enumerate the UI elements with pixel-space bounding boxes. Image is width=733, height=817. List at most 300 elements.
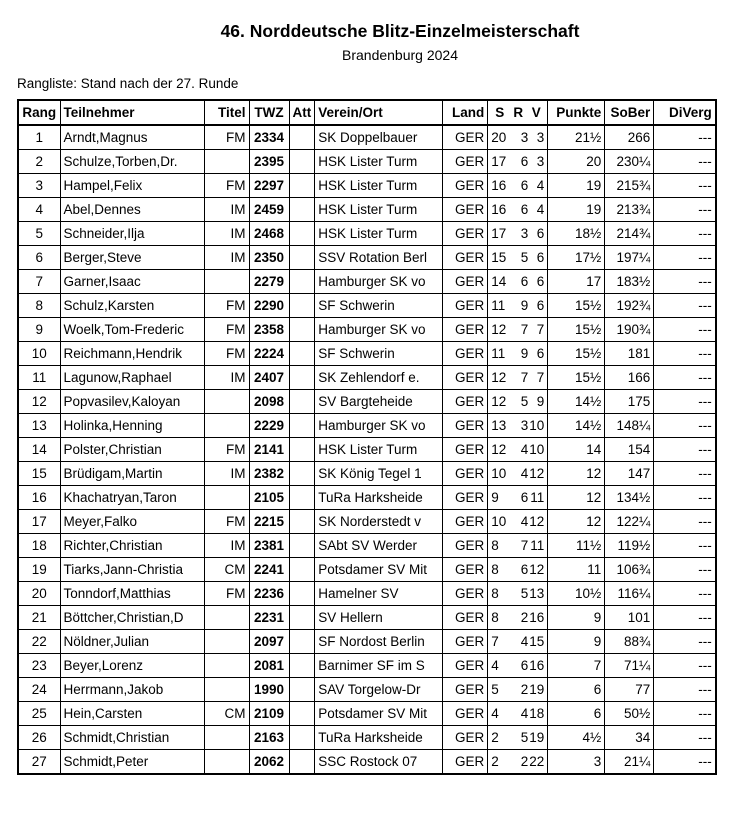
cell-v: 3	[536, 154, 545, 169]
cell-teilnehmer: Schmidt,Peter	[60, 750, 204, 775]
cell-twz: 2215	[249, 510, 289, 534]
cell-rang: 20	[18, 582, 60, 606]
cell-r: 3	[520, 130, 529, 145]
cell-rang: 27	[18, 750, 60, 775]
cell-punkte: 9	[548, 630, 605, 654]
cell-s: 11	[491, 346, 506, 361]
cell-v: 11	[530, 490, 545, 505]
cell-r: 6	[520, 202, 529, 217]
cell-land: GER	[443, 750, 488, 775]
column-header-rang: Rang	[18, 100, 60, 125]
cell-v: 4	[536, 202, 545, 217]
cell-titel: FM	[204, 582, 249, 606]
cell-srv	[488, 318, 548, 342]
cell-sober: 230¼	[605, 150, 654, 174]
cell-verein: Hamelner SV	[315, 582, 443, 606]
cell-v: 16	[529, 610, 545, 625]
cell-titel: FM	[204, 294, 249, 318]
cell-att	[289, 342, 315, 366]
cell-twz: 2109	[249, 702, 289, 726]
cell-diverg: ---	[654, 246, 716, 270]
cell-att	[289, 270, 315, 294]
standings-table	[17, 99, 717, 775]
table-row	[18, 438, 716, 462]
cell-verein: HSK Lister Turm	[315, 438, 443, 462]
cell-land: GER	[443, 342, 488, 366]
cell-r: 6	[520, 658, 529, 673]
cell-s: 9	[491, 490, 499, 505]
cell-teilnehmer: Brüdigam,Martin	[60, 462, 204, 486]
cell-att	[289, 366, 315, 390]
cell-s: 8	[491, 610, 499, 625]
cell-srv	[488, 438, 548, 462]
cell-land: GER	[443, 726, 488, 750]
cell-punkte: 15½	[548, 294, 605, 318]
cell-rang: 5	[18, 222, 60, 246]
cell-teilnehmer: Arndt,Magnus	[60, 125, 204, 150]
cell-verein: SAV Torgelow-Dr	[315, 678, 443, 702]
cell-sober: 134½	[605, 486, 654, 510]
cell-twz: 2297	[249, 174, 289, 198]
cell-land: GER	[443, 462, 488, 486]
cell-sober: 266	[605, 125, 654, 150]
cell-r: 7	[520, 322, 529, 337]
cell-rang: 12	[18, 390, 60, 414]
cell-titel: IM	[204, 534, 249, 558]
page-title: 46. Norddeutsche Blitz-Einzelmeisterschaft	[220, 21, 580, 41]
cell-v: 6	[536, 346, 545, 361]
cell-verein: SK König Tegel 1	[315, 462, 443, 486]
cell-punkte: 7	[548, 654, 605, 678]
cell-titel	[204, 678, 249, 702]
cell-v: 3	[536, 130, 545, 145]
cell-sober: 122¼	[605, 510, 654, 534]
cell-s: 12	[491, 370, 507, 385]
cell-r: 4	[520, 514, 529, 529]
cell-rang: 11	[18, 366, 60, 390]
cell-punkte: 15½	[548, 342, 605, 366]
cell-twz: 2236	[249, 582, 289, 606]
cell-diverg: ---	[654, 558, 716, 582]
cell-diverg: ---	[654, 630, 716, 654]
cell-teilnehmer: Herrmann,Jakob	[60, 678, 204, 702]
column-header-diverg: DiVerg	[654, 100, 716, 125]
cell-punkte: 20	[548, 150, 605, 174]
cell-titel	[204, 486, 249, 510]
cell-titel: IM	[204, 246, 249, 270]
cell-teilnehmer: Reichmann,Hendrik	[60, 342, 204, 366]
cell-twz: 2381	[249, 534, 289, 558]
cell-rang: 13	[18, 414, 60, 438]
cell-s: 13	[491, 418, 507, 433]
cell-verein: SSV Rotation Berl	[315, 246, 443, 270]
column-header-srv	[488, 100, 548, 125]
cell-diverg: ---	[654, 125, 716, 150]
column-header-verein: Verein/Ort	[315, 100, 443, 125]
cell-srv	[488, 510, 548, 534]
cell-verein: SV Bargteheide	[315, 390, 443, 414]
cell-diverg: ---	[654, 486, 716, 510]
cell-srv	[488, 125, 548, 150]
cell-sober: 213¾	[605, 198, 654, 222]
cell-punkte: 12	[548, 486, 605, 510]
cell-titel: CM	[204, 702, 249, 726]
cell-diverg: ---	[654, 294, 716, 318]
cell-diverg: ---	[654, 318, 716, 342]
cell-sober: 71¼	[605, 654, 654, 678]
cell-sober: 106¾	[605, 558, 654, 582]
column-header-twz: TWZ	[249, 100, 289, 125]
cell-sober: 175	[605, 390, 654, 414]
cell-s: 8	[491, 586, 499, 601]
cell-v: 22	[529, 754, 545, 769]
table-row	[18, 414, 716, 438]
cell-sober: 88¾	[605, 630, 654, 654]
cell-verein: SSC Rostock 07	[315, 750, 443, 775]
cell-rang: 18	[18, 534, 60, 558]
cell-att	[289, 654, 315, 678]
cell-v: 11	[530, 538, 545, 553]
cell-s: 2	[491, 754, 499, 769]
cell-rang: 1	[18, 125, 60, 150]
cell-s: 4	[491, 706, 499, 721]
cell-v: 6	[536, 226, 545, 241]
cell-sober: 77	[605, 678, 654, 702]
cell-diverg: ---	[654, 270, 716, 294]
column-header-v: V	[531, 105, 541, 120]
cell-sober: 119½	[605, 534, 654, 558]
cell-rang: 22	[18, 630, 60, 654]
cell-sober: 215¾	[605, 174, 654, 198]
cell-att	[289, 582, 315, 606]
cell-rang: 3	[18, 174, 60, 198]
cell-v: 10	[529, 418, 545, 433]
cell-att	[289, 630, 315, 654]
cell-att	[289, 246, 315, 270]
cell-r: 6	[520, 490, 529, 505]
cell-land: GER	[443, 438, 488, 462]
cell-r: 4	[520, 706, 529, 721]
cell-titel	[204, 390, 249, 414]
cell-titel: IM	[204, 222, 249, 246]
cell-rang: 16	[18, 486, 60, 510]
cell-s: 10	[491, 514, 507, 529]
cell-teilnehmer: Böttcher,Christian,D	[60, 606, 204, 630]
table-header-row	[18, 100, 716, 125]
cell-diverg: ---	[654, 750, 716, 775]
cell-teilnehmer: Hampel,Felix	[60, 174, 204, 198]
cell-twz: 2081	[249, 654, 289, 678]
cell-att	[289, 318, 315, 342]
cell-teilnehmer: Tiarks,Jann-Christia	[60, 558, 204, 582]
cell-rang: 4	[18, 198, 60, 222]
cell-teilnehmer: Khachatryan,Taron	[60, 486, 204, 510]
cell-s: 15	[491, 250, 507, 265]
cell-titel	[204, 606, 249, 630]
cell-land: GER	[443, 702, 488, 726]
cell-r: 6	[520, 178, 529, 193]
column-header-att: Att	[289, 100, 315, 125]
cell-verein: Potsdamer SV Mit	[315, 558, 443, 582]
cell-srv	[488, 654, 548, 678]
cell-teilnehmer: Tonndorf,Matthias	[60, 582, 204, 606]
cell-sober: 34	[605, 726, 654, 750]
cell-r: 4	[520, 442, 529, 457]
cell-diverg: ---	[654, 654, 716, 678]
cell-s: 4	[491, 658, 499, 673]
cell-land: GER	[443, 582, 488, 606]
cell-att	[289, 414, 315, 438]
cell-srv	[488, 750, 548, 775]
cell-titel: FM	[204, 125, 249, 150]
cell-punkte: 21½	[548, 125, 605, 150]
cell-srv	[488, 342, 548, 366]
cell-v: 19	[529, 730, 545, 745]
table-row	[18, 558, 716, 582]
cell-twz: 2229	[249, 414, 289, 438]
cell-punkte: 19	[548, 198, 605, 222]
cell-twz: 2395	[249, 150, 289, 174]
column-header-teilnehmer: Teilnehmer	[60, 100, 204, 125]
cell-v: 13	[529, 586, 545, 601]
cell-twz: 2350	[249, 246, 289, 270]
cell-s: 12	[491, 394, 507, 409]
cell-twz: 2141	[249, 438, 289, 462]
cell-s: 20	[491, 130, 507, 145]
cell-twz: 2098	[249, 390, 289, 414]
cell-verein: Barnimer SF im S	[315, 654, 443, 678]
table-row	[18, 606, 716, 630]
cell-s: 10	[491, 466, 507, 481]
cell-punkte: 14½	[548, 390, 605, 414]
column-header-titel: Titel	[204, 100, 249, 125]
cell-verein: TuRa Harksheide	[315, 486, 443, 510]
table-row	[18, 294, 716, 318]
cell-punkte: 6	[548, 678, 605, 702]
cell-diverg: ---	[654, 414, 716, 438]
cell-att	[289, 558, 315, 582]
cell-land: GER	[443, 222, 488, 246]
column-header-land: Land	[443, 100, 488, 125]
cell-verein: SV Hellern	[315, 606, 443, 630]
cell-rang: 17	[18, 510, 60, 534]
cell-teilnehmer: Woelk,Tom-Frederic	[60, 318, 204, 342]
cell-srv	[488, 606, 548, 630]
cell-diverg: ---	[654, 366, 716, 390]
cell-land: GER	[443, 390, 488, 414]
cell-teilnehmer: Schmidt,Christian	[60, 726, 204, 750]
cell-land: GER	[443, 294, 488, 318]
standings-caption: Rangliste: Stand nach der 27. Runde	[17, 76, 239, 91]
table-row	[18, 582, 716, 606]
cell-s: 8	[491, 538, 499, 553]
cell-punkte: 4½	[548, 726, 605, 750]
cell-land: GER	[443, 150, 488, 174]
cell-land: GER	[443, 270, 488, 294]
cell-srv	[488, 630, 548, 654]
cell-v: 4	[536, 178, 545, 193]
cell-titel: FM	[204, 342, 249, 366]
cell-rang: 21	[18, 606, 60, 630]
cell-r: 7	[520, 370, 529, 385]
cell-sober: 190¾	[605, 318, 654, 342]
cell-sober: 101	[605, 606, 654, 630]
cell-titel	[204, 750, 249, 775]
cell-land: GER	[443, 318, 488, 342]
cell-diverg: ---	[654, 150, 716, 174]
cell-punkte: 10½	[548, 582, 605, 606]
cell-twz: 1990	[249, 678, 289, 702]
table-row	[18, 486, 716, 510]
cell-land: GER	[443, 678, 488, 702]
table-row	[18, 534, 716, 558]
table-row	[18, 198, 716, 222]
table-row	[18, 270, 716, 294]
cell-v: 6	[536, 250, 545, 265]
cell-twz: 2279	[249, 270, 289, 294]
cell-teilnehmer: Meyer,Falko	[60, 510, 204, 534]
cell-srv	[488, 246, 548, 270]
cell-teilnehmer: Garner,Isaac	[60, 270, 204, 294]
table-row	[18, 125, 716, 150]
cell-teilnehmer: Abel,Dennes	[60, 198, 204, 222]
cell-titel	[204, 630, 249, 654]
cell-r: 6	[520, 562, 529, 577]
cell-srv	[488, 702, 548, 726]
table-row	[18, 246, 716, 270]
table-row	[18, 222, 716, 246]
cell-sober: 50½	[605, 702, 654, 726]
cell-diverg: ---	[654, 678, 716, 702]
cell-v: 18	[529, 706, 545, 721]
cell-sober: 214¾	[605, 222, 654, 246]
cell-twz: 2097	[249, 630, 289, 654]
cell-srv	[488, 726, 548, 750]
cell-diverg: ---	[654, 582, 716, 606]
cell-r: 7	[520, 538, 529, 553]
cell-sober: 166	[605, 366, 654, 390]
cell-teilnehmer: Richter,Christian	[60, 534, 204, 558]
cell-verein: HSK Lister Turm	[315, 150, 443, 174]
cell-att	[289, 678, 315, 702]
cell-titel: FM	[204, 318, 249, 342]
cell-teilnehmer: Holinka,Henning	[60, 414, 204, 438]
cell-r: 4	[520, 634, 529, 649]
cell-twz: 2290	[249, 294, 289, 318]
column-header-punkte: Punkte	[548, 100, 605, 125]
cell-punkte: 15½	[548, 366, 605, 390]
cell-teilnehmer: Berger,Steve	[60, 246, 204, 270]
cell-twz: 2407	[249, 366, 289, 390]
cell-r: 5	[520, 250, 529, 265]
cell-v: 6	[536, 298, 545, 313]
cell-att	[289, 510, 315, 534]
cell-v: 12	[529, 562, 545, 577]
cell-punkte: 17½	[548, 246, 605, 270]
cell-sober: 192¾	[605, 294, 654, 318]
cell-v: 12	[529, 466, 545, 481]
cell-land: GER	[443, 486, 488, 510]
cell-verein: HSK Lister Turm	[315, 222, 443, 246]
cell-att	[289, 222, 315, 246]
cell-diverg: ---	[654, 438, 716, 462]
cell-land: GER	[443, 558, 488, 582]
cell-srv	[488, 558, 548, 582]
cell-r: 3	[520, 418, 529, 433]
cell-r: 9	[520, 298, 529, 313]
cell-twz: 2241	[249, 558, 289, 582]
cell-punkte: 12	[548, 510, 605, 534]
cell-v: 7	[536, 322, 545, 337]
cell-att	[289, 486, 315, 510]
table-row	[18, 342, 716, 366]
cell-srv	[488, 294, 548, 318]
cell-diverg: ---	[654, 222, 716, 246]
cell-punkte: 17	[548, 270, 605, 294]
cell-srv	[488, 582, 548, 606]
cell-diverg: ---	[654, 174, 716, 198]
cell-diverg: ---	[654, 702, 716, 726]
cell-sober: 147	[605, 462, 654, 486]
table-row	[18, 702, 716, 726]
cell-titel: FM	[204, 174, 249, 198]
cell-verein: SF Nordost Berlin	[315, 630, 443, 654]
cell-punkte: 15½	[548, 318, 605, 342]
cell-verein: HSK Lister Turm	[315, 198, 443, 222]
cell-verein: Hamburger SK vo	[315, 414, 443, 438]
cell-att	[289, 174, 315, 198]
table-row	[18, 366, 716, 390]
cell-verein: SAbt SV Werder	[315, 534, 443, 558]
cell-sober: 21¼	[605, 750, 654, 775]
cell-twz: 2382	[249, 462, 289, 486]
cell-r: 5	[520, 586, 529, 601]
cell-sober: 197¼	[605, 246, 654, 270]
cell-srv	[488, 486, 548, 510]
cell-srv	[488, 222, 548, 246]
cell-rang: 6	[18, 246, 60, 270]
cell-punkte: 9	[548, 606, 605, 630]
cell-titel: IM	[204, 462, 249, 486]
cell-rang: 24	[18, 678, 60, 702]
cell-sober: 181	[605, 342, 654, 366]
cell-verein: HSK Lister Turm	[315, 174, 443, 198]
table-row	[18, 726, 716, 750]
cell-rang: 8	[18, 294, 60, 318]
cell-twz: 2459	[249, 198, 289, 222]
cell-att	[289, 462, 315, 486]
cell-teilnehmer: Lagunow,Raphael	[60, 366, 204, 390]
table-row	[18, 630, 716, 654]
cell-twz: 2224	[249, 342, 289, 366]
cell-diverg: ---	[654, 510, 716, 534]
table-row	[18, 510, 716, 534]
cell-rang: 25	[18, 702, 60, 726]
cell-att	[289, 726, 315, 750]
cell-sober: 183½	[605, 270, 654, 294]
cell-s: 16	[491, 202, 507, 217]
cell-s: 14	[491, 274, 507, 289]
table-row	[18, 390, 716, 414]
cell-s: 5	[491, 682, 499, 697]
cell-titel: FM	[204, 510, 249, 534]
cell-verein: Potsdamer SV Mit	[315, 702, 443, 726]
cell-twz: 2105	[249, 486, 289, 510]
cell-r: 5	[520, 394, 529, 409]
cell-twz: 2163	[249, 726, 289, 750]
cell-rang: 15	[18, 462, 60, 486]
cell-teilnehmer: Nöldner,Julian	[60, 630, 204, 654]
